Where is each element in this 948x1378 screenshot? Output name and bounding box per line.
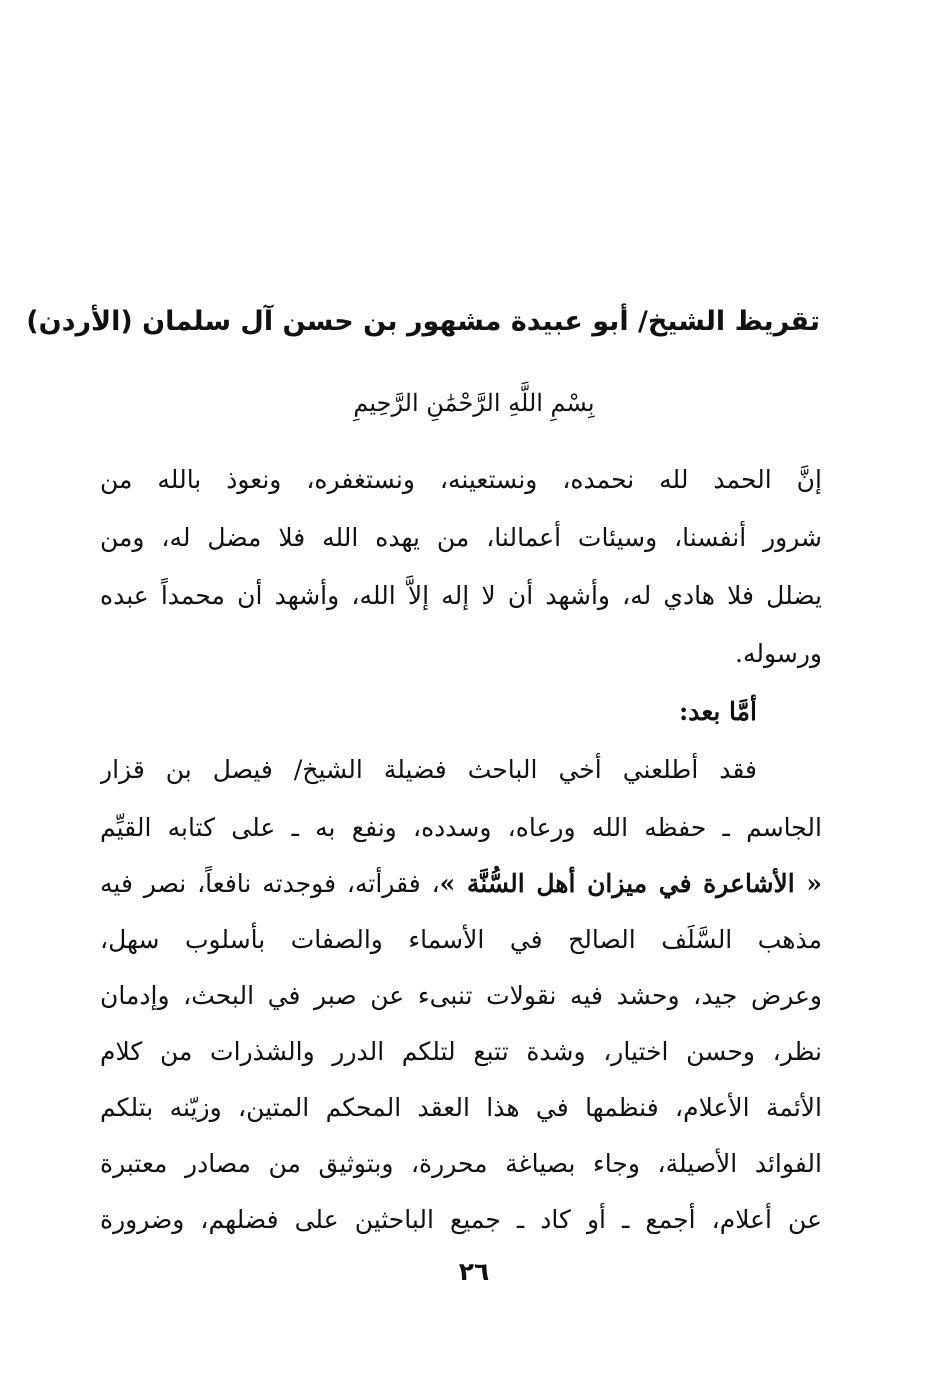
text-line-6: فقد أطلعني أخي الباحث فضيلة الشيخ/ فيصل بن قزار (100, 755, 757, 784)
text-line-11: نظر، وحسن اختيار، وشدة تتبع لتلكم الدرر والشذرات من كلام (100, 1037, 822, 1066)
text-line-1: إنَّ الحمد لله نحمده، ونستعينه، ونستغفره، ونعوذ بالله من (100, 465, 822, 494)
page-number: ٢٦ (458, 1257, 490, 1286)
text-line-14: عن أعلام، أجمع ـ أو كاد ـ جميع الباحثين على فضلهم، وضرورة (100, 1205, 822, 1234)
section-heading-amma-bad: أمَّا بعد: (678, 697, 757, 726)
text-line-8-rest: ، فقرأته، فوجدته نافعاً، نصر فيه (100, 869, 440, 898)
text-line-13: الفوائد الأصيلة، وجاء بصياغة محررة، وبتوثيق من مصادر معتبرة (100, 1149, 822, 1178)
text-line-12: الأئمة الأعلام، فنظمها في هذا العقد المحكم المتين، وزيّنه بتلكم (100, 1093, 822, 1122)
book-title: « الأشاعرة في ميزان أهل السُّنَّة » (439, 869, 822, 898)
text-line-10: وعرض جيد، وحشد فيه نقولات تنبىء عن صبر في البحث، وإدمان (100, 981, 822, 1010)
text-line-2: شرور أنفسنا، وسيئات أعمالنا، من يهده الله فلا مضل له، ومن (100, 523, 822, 552)
text-line-8 (100, 856, 822, 912)
text-line-3: يضلل فلا هادي له، وأشهد أن لا إله إلاَّ الله، وأشهد أن محمداً عبده (100, 581, 822, 610)
basmala-calligraphy: بِسْمِ اللَّهِ الرَّحْمَٰنِ الرَّحِيمِ (353, 389, 595, 417)
text-line-7: الجاسم ـ حفظه الله ورعاه، وسدده، ونفع به ـ على كتابه القيِّم (100, 813, 822, 842)
page-title: تقريظ الشيخ/ أبو عبيدة مشهور بن حسن آل سلمان (الأردن) (26, 306, 820, 337)
text-line-4: ورسوله. (735, 639, 822, 668)
text-line-9: مذهب السَّلَف الصالح في الأسماء والصفات بأسلوب سهل، (100, 925, 822, 954)
